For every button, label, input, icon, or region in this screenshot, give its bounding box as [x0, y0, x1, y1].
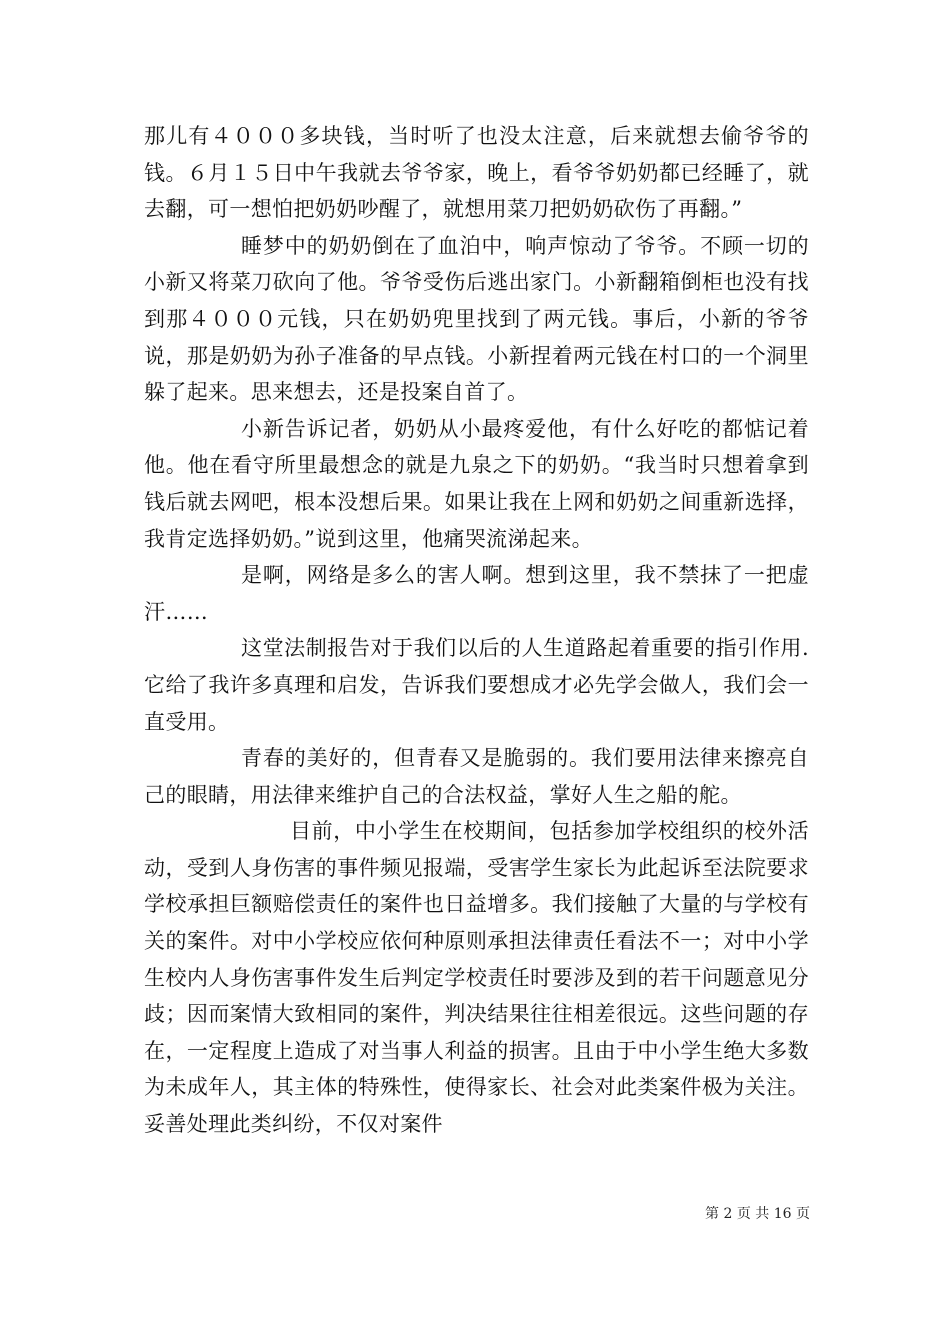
paragraph-1: 那儿有４０００多块钱，当时听了也没太注意，后来就想去偷爷爷的钱。６月１５日中午我就去爷爷家，晚上，看爷爷奶奶都已经睡了，就去翻，可一想怕把奶奶吵醒了，就想用菜刀把奶奶砍伤了再翻。” [144, 124, 809, 222]
page-number-footer: 第 2 页 共 16 页 [705, 1206, 810, 1222]
paragraph-3: 小新告诉记者，奶奶从小最疼爱他，有什么好吃的都惦记着他。他在看守所里最想念的就是九泉之下的奶奶。“我当时只想着拿到钱后就去网吧，根本没想后果。如果让我在上网和奶奶之间重新选择，我肯定选择奶奶。”说到这里，他痛哭流涕起来。 [144, 416, 809, 551]
paragraph-7: 目前，中小学生在校期间，包括参加学校组织的校外活动，受到人身伤害的事件频见报端，受害学生家长为此起诉至法院要求学校承担巨额赔偿责任的案件也日益增多。我们接触了大量的与学校有关的案件。对中小学校应依何种原则承担法律责任看法不一；对中小学生校内人身伤害事件发生后判定学校责任时要涉及到的若干问题意见分歧；因而案情大致相同的案件，判决结果往往相差很远。这些问题的存在，一定程度上造成了对当事人利益的损害。且由于中小学生绝大多数为未成年人，其主体的特殊性，使得家长、社会对此类案件极为关注。妥善处理此类纠纷，不仅对案件 [144, 819, 809, 1137]
paragraph-6: 青春的美好的，但青春又是脆弱的。我们要用法律来擦亮自己的眼睛，用法律来维护自己的合法权益，掌好人生之船的舵。 [144, 746, 809, 807]
paragraph-2: 睡梦中的奶奶倒在了血泊中，响声惊动了爷爷。不顾一切的小新又将菜刀砍向了他。爷爷受伤后逃出家门。小新翻箱倒柜也没有找到那４０００元钱，只在奶奶兜里找到了两元钱。事后，小新的爷爷说，那是奶奶为孙子准备的早点钱。小新捏着两元钱在村口的一个洞里躲了起来。思来想去，还是投案自首了。 [144, 233, 809, 405]
paragraph-4: 是啊，网络是多么的害人啊。想到这里，我不禁抹了一把虚汗…… [144, 563, 809, 624]
body-text [144, 118, 809, 1143]
paragraph-5: 这堂法制报告对于我们以后的人生道路起着重要的指引作用.它给了我许多真理和启发，告诉我们要想成才必先学会做人，我们会一直受用。 [144, 636, 809, 734]
